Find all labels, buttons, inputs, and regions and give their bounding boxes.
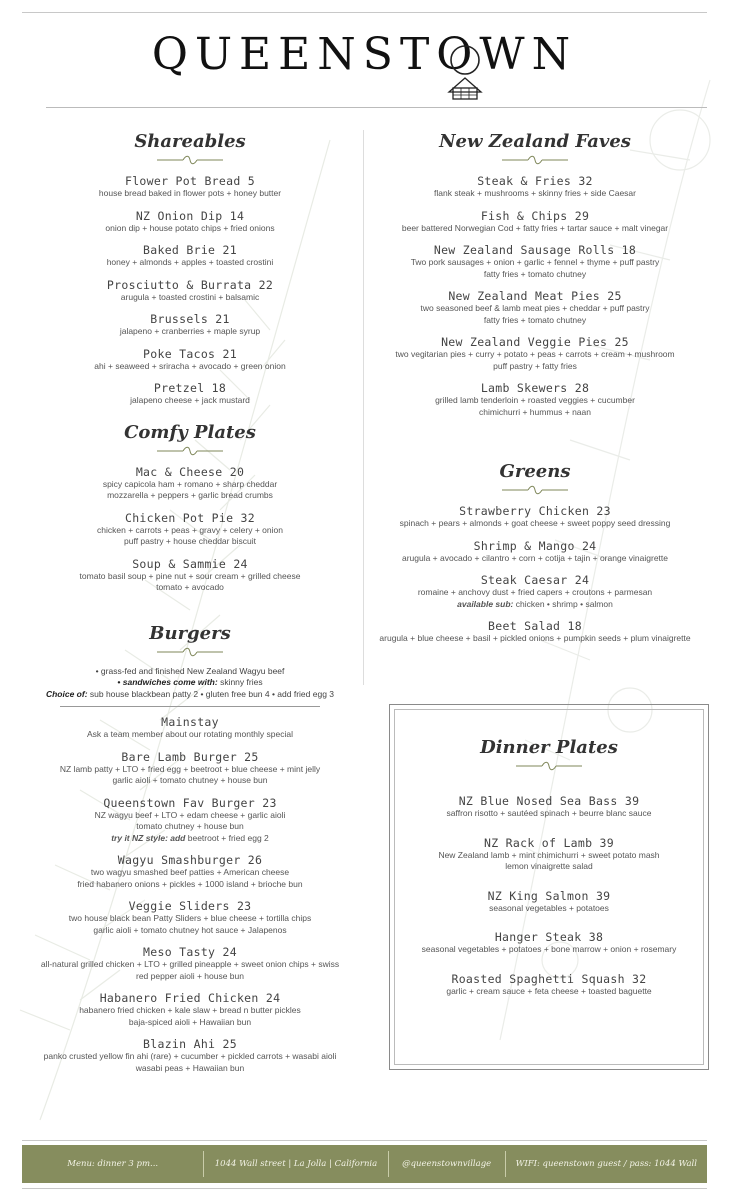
item-name: Meso Tasty 24: [143, 945, 237, 959]
menu-item: [370, 381, 700, 418]
item-desc: lemon vinaigrette salad: [505, 861, 593, 871]
item-name: Baked Brie 21: [143, 243, 237, 257]
cabin-logo-icon: [444, 44, 486, 102]
item-desc: New Zealand lamb + mint chimichurri + sweet potato mash: [438, 849, 660, 860]
address-separator: |: [329, 1159, 335, 1169]
flourish-icon: [155, 154, 225, 166]
menu-item: [395, 972, 703, 998]
item-desc: ahi + seaweed + sriracha + avocado + green onion: [94, 360, 286, 371]
menu-item: [20, 511, 360, 548]
item-desc: honey + almonds + apples + toasted crostini: [106, 257, 274, 267]
item-desc: seasonal vegetables + potatoes: [489, 902, 609, 913]
item-name: Brussels 21: [150, 312, 230, 326]
item-desc: seasonal vegetables + potatoes + bone marrow + onion + rosemary: [421, 944, 677, 954]
item-desc: puff pastry + fatty fries: [493, 360, 577, 371]
menu-item: [20, 557, 360, 594]
item-name: New Zealand Meat Pies 25: [448, 289, 622, 303]
item-desc: fatty fries + tomato chutney: [483, 268, 587, 279]
item-name: Wagyu Smashburger 26: [117, 853, 263, 867]
note-text: chicken • shrimp • salmon: [513, 598, 613, 609]
item-desc: baja-spiced aioli + Hawaiian bun: [128, 1016, 252, 1027]
item-desc: onion dip + house potato chips + fried onions: [105, 222, 275, 233]
item-desc: red pepper aioli + house bun: [136, 970, 244, 981]
item-desc: arugula + avocado + cilantro + corn + cotija + tajin + orange vinaigrette: [401, 552, 669, 563]
section-title: Burgers: [149, 622, 231, 644]
item-name: Queenstown Fav Burger 23: [103, 795, 277, 810]
item-desc: Ask a team member about our rotating monthly special: [87, 729, 293, 739]
item-name: Flower Pot Bread 5: [124, 174, 256, 188]
section-title: New Zealand Faves: [439, 131, 631, 152]
left-column: [20, 130, 360, 1083]
brand-title: QUEENSTOWN: [151, 29, 578, 80]
flourish-icon: [500, 484, 570, 496]
item-name: NZ Blue Nosed Sea Bass 39: [458, 794, 640, 808]
menu-item: [370, 289, 700, 326]
menu-item: [370, 174, 700, 200]
menu-item: [20, 278, 360, 304]
burger-rule: [60, 706, 320, 707]
item-desc: two vegitarian pies + curry + potato + peas + carrots + cream + mushroom: [395, 349, 675, 359]
menu-item: [20, 715, 360, 741]
footer-top-rule: [22, 1140, 707, 1141]
item-desc: tomato basil soup + pine nut + sour cream + grilled cheese: [79, 570, 301, 581]
item-name: Bare Lamb Burger 25: [121, 749, 259, 764]
item-desc: arugula + toasted crostini + balsamic: [120, 291, 260, 302]
item-desc: arugula + blue cheese + basil + pickled onions + pumpkin seeds + plum vinaigrette: [379, 633, 691, 643]
item-desc: garlic aioli + tomato chutney hot sauce + Jalapenos: [93, 924, 287, 935]
menu-item: [20, 312, 360, 338]
note-text: beetroot + fried egg 2: [185, 832, 269, 843]
footer-bottom-rule: [22, 1188, 707, 1189]
item-desc: NZ wagyu beef + LTO + edam cheese + garlic aioli: [94, 809, 286, 820]
section-shareables: [20, 130, 360, 407]
section-comfy-plates: [20, 421, 360, 594]
note-emphasis: Choice of:: [45, 688, 88, 699]
item-desc: flank steak + mushrooms + skinny fries + side Caesar: [434, 188, 636, 198]
item-desc: beer battered Norwegian Cod + fatty fries + tartar sauce + malt vinegar: [401, 222, 669, 233]
item-desc: fried habanero onions + pickles + 1000 island + brioche bun: [77, 878, 303, 889]
item-desc: two seasoned beef & lamb meat pies + cheddar + puff pastry: [420, 303, 650, 313]
menu-item: [370, 243, 700, 280]
item-name: Steak Caesar 24: [480, 573, 590, 587]
item-desc: two wagyu smashed beef patties + American cheese: [90, 867, 290, 877]
item-desc: puff pastry + house cheddar biscuit: [124, 536, 256, 546]
item-desc: all-natural grilled chicken + LTO + grilled pineapple + sweet onion chips + swiss: [40, 959, 340, 969]
menu-item: [20, 945, 360, 982]
flourish-icon: [155, 445, 225, 457]
item-desc: spinach + pears + almonds + goat cheese + sweet poppy seed dressing: [399, 518, 671, 528]
burger-note: [20, 677, 360, 689]
item-desc: grilled lamb tenderloin + roasted veggies + cucumber: [435, 395, 635, 405]
item-name: Roasted Spaghetti Squash 32: [451, 971, 647, 986]
note-text: sub house blackbean patty 2 • gluten free bun 4 • add fried egg 3: [87, 688, 335, 699]
item-desc: chicken + carrots + peas + gravy + celery + onion: [97, 524, 283, 535]
item-desc: panko crusted yellow fin ahi (rare) + cucumber + pickled carrots + wasabi aioli: [43, 1051, 337, 1061]
address-state: California: [334, 1159, 378, 1169]
item-desc: NZ lamb patty + LTO + fried egg + beetroot + blue cheese + mint jelly: [59, 763, 321, 774]
note-emphasis: • sandwiches come with:: [117, 677, 218, 687]
item-desc: chimichurri + hummus + naan: [479, 406, 591, 417]
item-name: Habanero Fried Chicken 24: [99, 991, 281, 1005]
address-city: La Jolla: [293, 1159, 327, 1169]
item-name: Poke Tacos 21: [143, 346, 237, 361]
item-desc: garlic aioli + tomato chutney + house bun: [112, 775, 268, 785]
item-name: Pretzel 18: [153, 381, 227, 395]
menu-item: [20, 991, 360, 1028]
item-name: NZ Rack of Lamb 39: [483, 835, 615, 850]
item-desc: house bread baked in flower pots + honey butter: [98, 188, 282, 198]
item-desc: Two pork sausages + onion + garlic + fennel + thyme + puff pastry: [410, 257, 660, 267]
menu-item: [370, 573, 700, 610]
item-name: Lamb Skewers 28: [480, 381, 590, 395]
item-desc: wasabi peas + Hawaiian bun: [135, 1062, 245, 1073]
header-rule: [46, 107, 707, 108]
section-greens: [370, 460, 700, 645]
menu-item: [20, 1037, 360, 1074]
menu-item: [20, 465, 360, 502]
section-title: Shareables: [134, 131, 246, 152]
section-title: Dinner Plates: [480, 737, 618, 758]
item-name: NZ King Salmon 39: [487, 888, 611, 903]
top-rule: [22, 12, 707, 13]
item-desc: jalapeno + cranberries + maple syrup: [119, 326, 261, 336]
header: [0, 28, 729, 82]
section-new-zealand-faves: [370, 130, 700, 418]
menu-item: [20, 243, 360, 269]
item-name: Soup & Sammie 24: [132, 556, 248, 571]
item-desc: two house black bean Patty Sliders + blue cheese + tortilla chips: [68, 913, 312, 923]
column-divider: [363, 130, 364, 685]
address-street: 1044 Wall street: [214, 1159, 286, 1169]
menu-item: [20, 347, 360, 373]
item-desc: jalapeno cheese + jack mustard: [130, 395, 250, 405]
flourish-icon: [514, 760, 584, 772]
footer-menu-hours: Menu: dinner 3 pm...: [67, 1159, 159, 1169]
item-desc: fatty fries + tomato chutney: [483, 314, 587, 325]
menu-item: [370, 504, 700, 530]
menu-item: [20, 796, 360, 845]
menu-item: [395, 794, 703, 820]
item-name: New Zealand Sausage Rolls 18: [433, 243, 637, 257]
item-name: Mainstay: [161, 715, 219, 729]
section-burgers: [20, 622, 360, 1075]
item-name: Blazin Ahi 25: [143, 1037, 237, 1051]
footer-wifi: WIFI: queenstown guest / pass: 1044 Wall: [515, 1159, 697, 1169]
menu-item: [20, 750, 360, 787]
item-name: Steak & Fries 32: [477, 174, 593, 188]
item-desc: habanero fried chicken + kale slaw + bread n butter pickles: [79, 1005, 301, 1015]
menu-item: [395, 889, 703, 915]
item-desc: garlic + cream sauce + feta cheese + toasted baguette: [446, 985, 652, 996]
item-desc: mozzarella + peppers + garlic bread crumbs: [107, 490, 273, 500]
burger-note: • grass-fed and finished New Zealand Wagyu beef: [95, 665, 285, 676]
note-text: skinny fries: [217, 677, 263, 687]
menu-item: [20, 853, 360, 890]
item-desc: tomato + avocado: [156, 582, 224, 592]
item-name: Fish & Chips 29: [480, 208, 590, 223]
menu-item: [370, 539, 700, 565]
flourish-icon: [500, 154, 570, 166]
footer-social: @queenstownvillage: [402, 1159, 492, 1169]
right-column: [370, 130, 700, 654]
menu-item: [20, 381, 360, 407]
item-name: Strawberry Chicken 23: [459, 504, 611, 518]
menu-item: [20, 174, 360, 200]
footer-address: [204, 1159, 387, 1169]
menu-item: [395, 930, 703, 956]
flourish-icon: [155, 646, 225, 658]
menu-item: [395, 836, 703, 873]
section-title: Greens: [499, 461, 571, 482]
note-emphasis: try it NZ style: add: [111, 832, 186, 843]
item-extra: [370, 599, 700, 611]
footer-bar: [22, 1145, 707, 1183]
burger-choices: [20, 689, 360, 701]
item-name: Veggie Sliders 23: [128, 899, 252, 913]
item-desc: romaine + anchovy dust + fried capers + croutons + parmesan: [417, 587, 653, 597]
item-desc: tomato chutney + house bun: [136, 821, 244, 831]
menu-item: [370, 209, 700, 235]
item-name: Shrimp & Mango 24: [473, 538, 597, 553]
item-name: Beet Salad 18: [488, 619, 582, 633]
item-extra: [20, 833, 360, 845]
menu-item: [370, 619, 700, 645]
item-name: Chicken Pot Pie 32: [124, 510, 256, 525]
section-dinner-plates: [395, 736, 703, 1006]
menu-item: [20, 209, 360, 235]
item-desc: spicy capicola ham + romano + sharp cheddar: [102, 478, 278, 489]
section-title: Comfy Plates: [124, 421, 256, 443]
note-emphasis: available sub:: [457, 598, 514, 609]
menu-item: [370, 335, 700, 372]
address-separator: |: [288, 1159, 294, 1169]
item-name: Mac & Cheese 20: [135, 464, 245, 479]
item-name: Hanger Steak 38: [494, 930, 604, 944]
item-name: Prosciutto & Burrata 22: [106, 277, 274, 292]
item-name: NZ Onion Dip 14: [135, 208, 245, 223]
item-name: New Zealand Veggie Pies 25: [441, 335, 629, 349]
menu-item: [20, 899, 360, 936]
item-desc: saffron risotto + sautéed spinach + beurre blanc sauce: [446, 808, 652, 818]
